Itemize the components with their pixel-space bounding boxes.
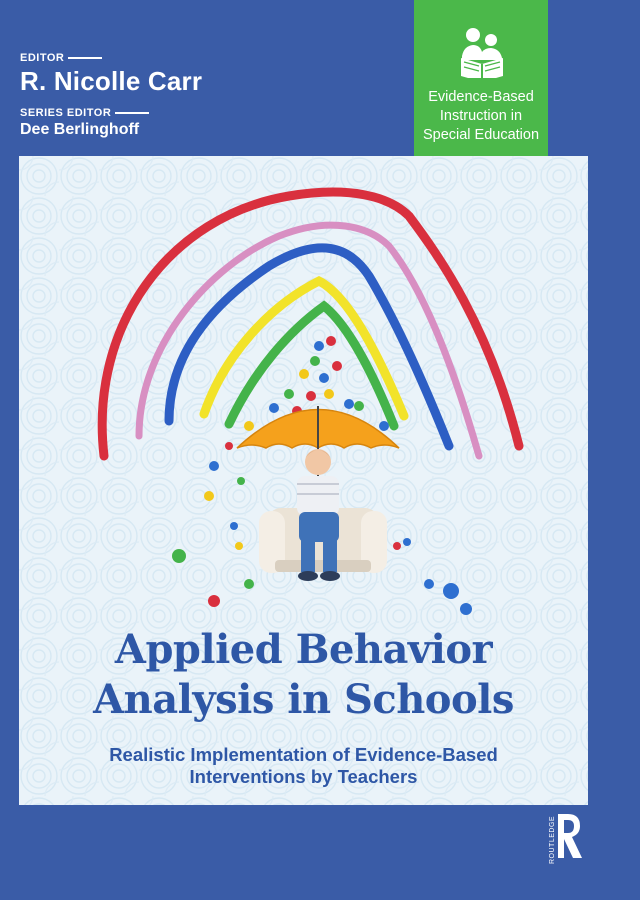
editor-role (20, 52, 202, 64)
series-line-3: Special Education (422, 127, 540, 143)
yellow-arc (204, 281, 404, 416)
book-title-line-2: Analysis in Schools (93, 676, 514, 723)
book-subtitle-line-1: Realistic Implementation of Evidence-Based (109, 744, 498, 765)
green-arc (229, 306, 394, 426)
book-subtitle-line-2: Interventions by Teachers (189, 766, 418, 787)
series-editor-role-label: SERIES EDITOR (20, 107, 112, 119)
reading-family-icon (458, 26, 506, 78)
child-in-armchair (259, 449, 387, 581)
cover-art-panel (19, 156, 588, 805)
editor-role-label: EDITOR (20, 52, 65, 64)
series-editor-role (20, 107, 202, 119)
editor-credits (20, 52, 202, 139)
series-line-1: Evidence-Based (428, 89, 534, 105)
series-editor-name: Dee Berlinghoff (20, 121, 140, 138)
publisher-name: ROUTLEDGE (549, 815, 556, 864)
series-name (420, 88, 542, 145)
book-title-line-1: Applied Behavior (114, 626, 493, 673)
series-line-2: Instruction in (439, 108, 523, 124)
editor-rule (68, 57, 102, 59)
series-editor-rule (115, 112, 149, 114)
series-badge (414, 0, 548, 176)
editor-name: R. Nicolle Carr (20, 66, 203, 96)
